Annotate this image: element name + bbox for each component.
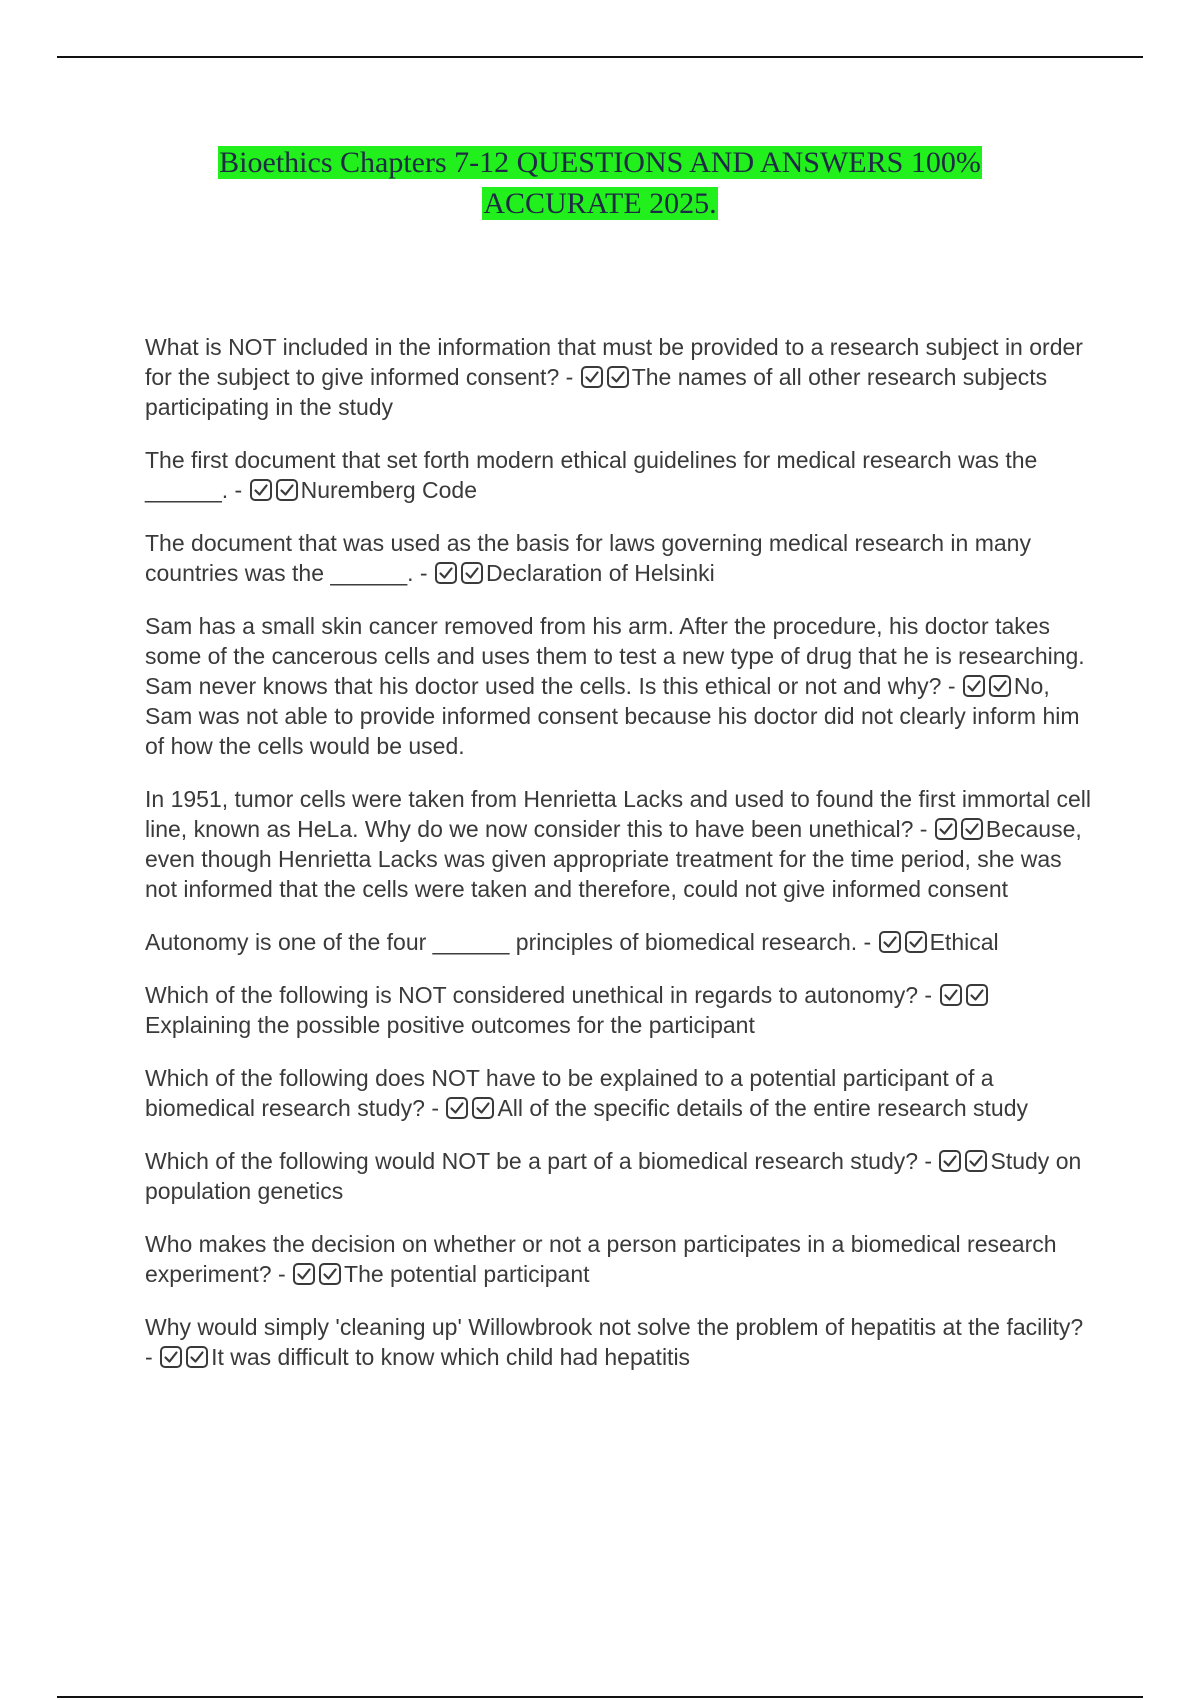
qa-item [145,1063,1095,1123]
checked-box-icon [965,983,989,1007]
separator: - [913,816,934,842]
separator: - [918,1148,939,1174]
document-title [0,142,1200,224]
question-text: Which of the following does NOT have to be explained to a potential participant of a biomedical research study? [145,1065,994,1121]
question-text: Why would simply 'cleaning up' Willowbrook not solve the problem of hepatitis at the facility? [145,1314,1084,1340]
qa-item [145,1146,1095,1206]
checked-box-icon [988,674,1012,698]
question-text: Autonomy is one of the four ______ principles of biomedical research. [145,929,858,955]
question-text: In 1951, tumor cells were taken from Henrietta Lacks and used to found the first immortal cell line, known as HeLa. Why do we now consider this to have been unethical? [145,786,1091,842]
answer-text: Because, even though Henrietta Lacks was given appropriate treatment for the time period, she was not informed that the cells were taken and therefore, could not give informed consent [145,816,1082,902]
qa-list [145,332,1095,1395]
separator: - [857,929,878,955]
separator: - [228,477,249,503]
checked-box-icon [460,561,484,585]
qa-item [145,445,1095,505]
answer-text: Declaration of Helsinki [485,560,715,586]
checked-box-icon [964,1149,988,1173]
separator: - [145,1344,160,1370]
checked-box-icon [878,930,902,954]
qa-item [145,784,1095,904]
checked-box-icon [904,930,928,954]
answer-text: Study on population genetics [145,1148,1082,1204]
checked-box-icon [434,561,458,585]
qa-item [145,927,1095,957]
checked-box-icon [445,1096,469,1120]
qa-item [145,1229,1095,1289]
checked-box-icon [934,817,958,841]
answer-text: All of the specific details of the entire research study [497,1095,1028,1121]
top-rule [57,56,1143,58]
answer-text: The potential participant [344,1261,590,1287]
checked-box-icon [606,365,630,389]
question-text: Which of the following is NOT considered unethical in regards to autonomy? [145,982,919,1008]
separator: - [918,982,939,1008]
checked-box-icon [962,674,986,698]
checked-box-icon [159,1345,183,1369]
checked-box-icon [960,817,984,841]
checked-box-icon [185,1345,209,1369]
separator: - [271,1261,293,1287]
answer-text: Explaining the possible positive outcomes for the participant [145,1012,755,1038]
qa-item [145,332,1095,422]
separator: - [413,560,434,586]
answer-text: No, Sam was not able to provide informed consent because his doctor did not clearly inform him of how the cells would be used. [145,673,1080,759]
checked-box-icon [292,1262,316,1286]
qa-item [145,980,1095,1040]
question-text: The first document that set forth modern ethical guidelines for medical research was the ______. [145,447,1038,503]
answer-text: Ethical [929,929,999,955]
bottom-rule [57,1696,1143,1698]
answer-text: The names of all other research subjects participating in the study [145,364,1048,420]
checked-box-icon [471,1096,495,1120]
question-text: Which of the following would NOT be a part of a biomedical research study? [145,1148,919,1174]
question-text: The document that was used as the basis for laws governing medical research in many countries was the ______. [145,530,1031,586]
answer-text: It was difficult to know which child had hepatitis [211,1344,691,1370]
checked-box-icon [249,478,273,502]
checked-box-icon [939,983,963,1007]
question-text: Sam has a small skin cancer removed from his arm. After the procedure, his doctor takes some of the cancerous cells and uses them to test a new type of drug that he is researching. Sam never knows that his doctor used the cells. Is this ethical or not and why? [145,613,1085,699]
checked-box-icon [318,1262,342,1286]
separator: - [559,364,580,390]
separator: - [941,673,962,699]
question-text: What is NOT included in the information that must be provided to a research subject in order for the subject to give informed consent? [145,334,1083,390]
checked-box-icon [275,478,299,502]
qa-item [145,528,1095,588]
title-line-1: Bioethics Chapters 7-12 QUESTIONS AND ANSWERS 100% [219,146,981,179]
checked-box-icon [580,365,604,389]
question-text: Who makes the decision on whether or not a person participates in a biomedical research experiment? [145,1231,1057,1287]
checked-box-icon [938,1149,962,1173]
qa-item [145,611,1095,761]
answer-text: Nuremberg Code [300,477,478,503]
title-line-2: ACCURATE 2025. [483,187,717,220]
qa-item [145,1312,1095,1372]
separator: - [424,1095,446,1121]
